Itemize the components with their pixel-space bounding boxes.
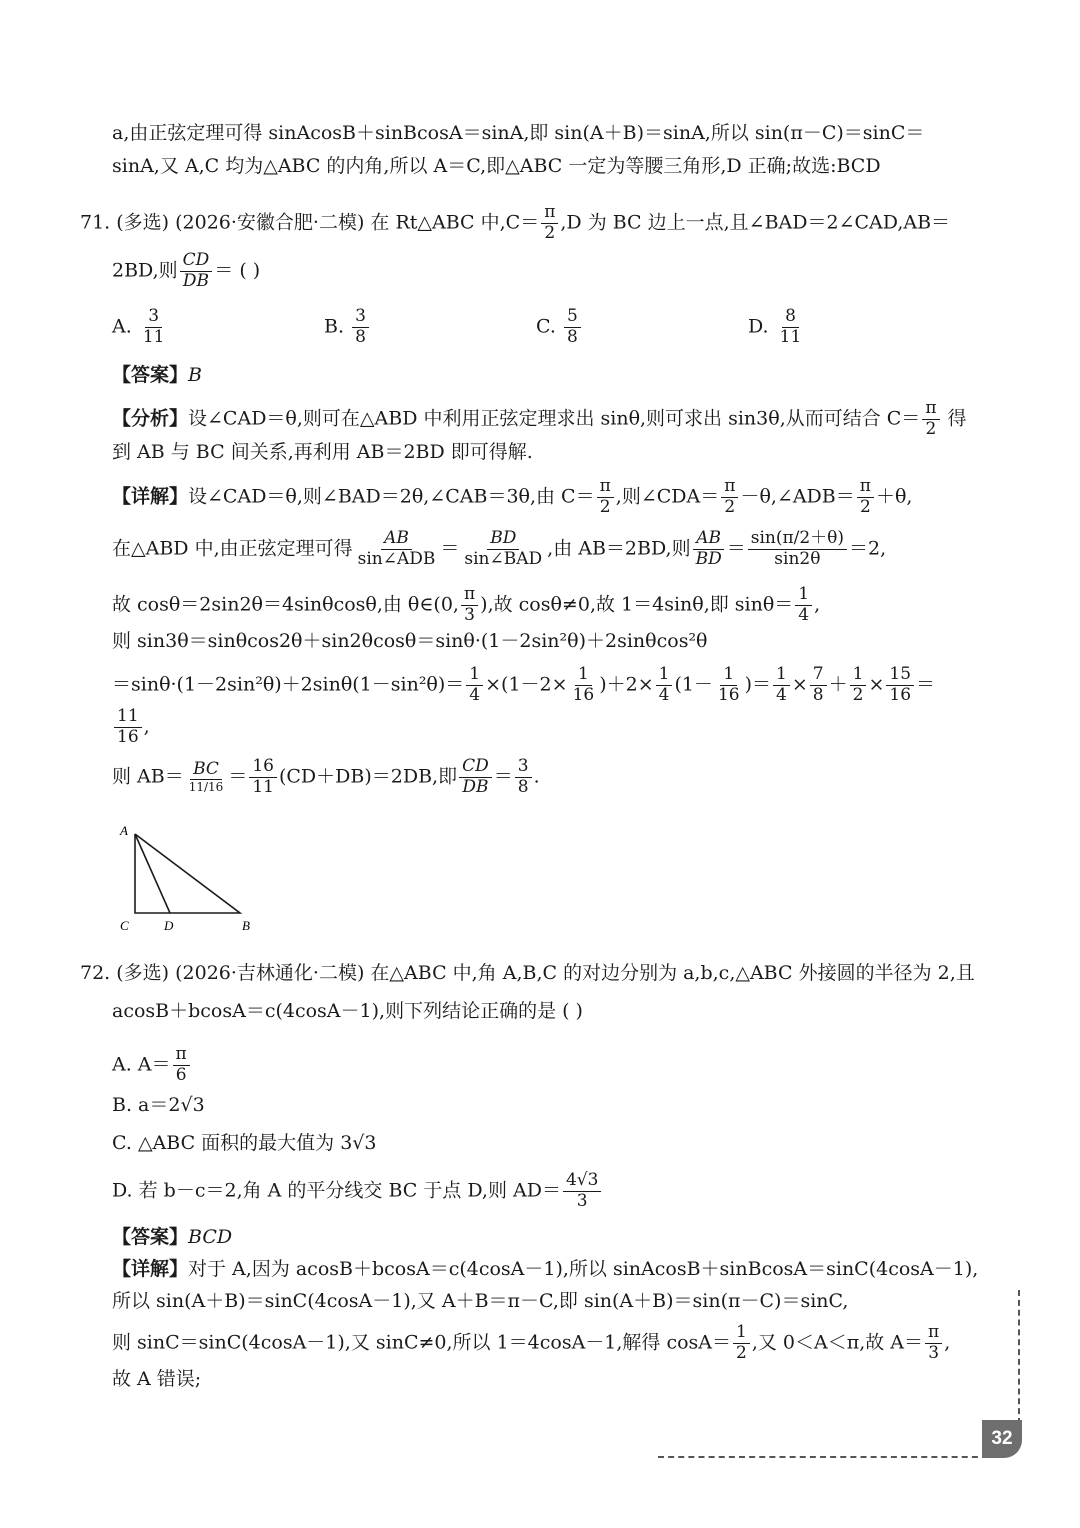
option-c: C. $\frac{5}{8}$: [536, 308, 583, 347]
q71-detail-line3: 故 cosθ＝2sin2θ＝4sinθcosθ,由 θ∈(0, $\frac{\pi}{3}$ ),故 cosθ≠0,故 1＝4sinθ,即 sinθ＝ $\frac{1}{4}$ ,: [112, 584, 821, 625]
q71-detail-line1: 【详解】设∠CAD＝θ,则∠BAD＝2θ,∠CAB＝3θ,由 C＝ $\frac{\pi}{2}$ ,则∠CDA＝ $\frac{\pi}{2}$ －θ,∠ADB＝ $\frac{\pi}{2}$ ＋θ,: [112, 476, 913, 517]
label-c: C: [120, 918, 129, 933]
fraction: $\frac{\pi}{2}$: [541, 204, 558, 243]
text-line: a,由正弦定理可得 sinAcosB＋sinBcosA＝sinA,即 sin(A＋B)＝sinA,所以 sin(π－C)＝sinC＝: [112, 122, 925, 144]
q71-answer: 【答案】B: [112, 364, 202, 386]
page-number: 32: [982, 1420, 1022, 1458]
q71-detail-line4: 则 sin3θ＝sinθcos2θ＋sin2θcosθ＝sinθ·(1－2sin²θ)＋2sinθcos²θ: [112, 630, 708, 652]
q71-detail-line6: $\frac{11}{16}$ ,: [112, 708, 150, 747]
q72-option-a: A. A＝ $\frac{\pi}{6}$: [112, 1046, 192, 1085]
q72-option-d: D. 若 b－c＝2,角 A 的平分线交 BC 于点 D,则 AD＝ $\frac{4√3}{3}$: [112, 1172, 603, 1211]
q72-detail-line2: 所以 sin(A＋B)＝sinC(4cosA－1),又 A＋B＝π－C,即 sin(A＋B)＝sin(π－C)＝sinC,: [112, 1290, 849, 1312]
page-border-vertical: [1018, 1290, 1020, 1424]
q72-option-c: C. △ABC 面积的最大值为 3√3: [112, 1132, 377, 1154]
q72-detail-line4: 故 A 错误;: [112, 1368, 202, 1390]
label-b: B: [242, 918, 250, 933]
q71-detail-line2: 在△ABD 中,由正弦定理可得 $\frac{AB}{\text{sin∠ADB}}$ ＝ $\frac{BD}{\text{sin∠BAD}}$ ,由 AB＝2BD,则 $\frac{AB}{BD}$ ＝ $\frac{\sin(\pi/2+\theta)}{\sin 2\theta}$ ＝2,: [112, 528, 887, 569]
q72-detail-line3: 则 sinC＝sinC(4cosA－1),又 sinC≠0,所以 1＝4cosA－1,解得 cosA＝ $\frac{1}{2}$ ,又 0＜A＜π,故 A＝ $\frac{\pi}{3}$ ,: [112, 1322, 951, 1363]
label-a: A: [120, 823, 128, 838]
q72-detail-line1: 【详解】对于 A,因为 acosB＋bcosA＝c(4cosA－1),所以 sinAcosB＋sinBcosA＝sinC(4cosA－1),: [112, 1258, 979, 1280]
segment-ad: [135, 834, 170, 913]
q71-analysis-line1: 【分析】设∠CAD＝θ,则可在△ABD 中利用正弦定理求出 sinθ,则可求出 sin3θ,从而可结合 C＝ $\frac{\pi}{2}$ 得: [112, 398, 967, 439]
q71-analysis-line2: 到 AB 与 BC 间关系,再利用 AB＝2BD 即可得解.: [112, 441, 533, 463]
text-line: sinA,又 A,C 均为△ABC 的内角,所以 A＝C,即△ABC 一定为等腰三角形,D 正确;故选:BCD: [112, 155, 881, 177]
q72-option-b: B. a＝2√3: [112, 1094, 205, 1116]
label-d: D: [164, 918, 174, 933]
option-b: B. $\frac{3}{8}$: [324, 308, 371, 347]
q72-stem-line1: 72. (多选) (2026·吉林通化·二模) 在△ABC 中,角 A,B,C 的对边分别为 a,b,c,△ABC 外接圆的半径为 2,且: [80, 962, 975, 984]
fraction: $\frac{CD}{DB}$: [180, 252, 213, 291]
q71-detail-line7: 则 AB＝ $\frac{BC}{11/16}$ ＝ $\frac{16}{11}$ (CD＋DB)＝2DB,即 $\frac{CD}{DB}$ ＝ $\frac{3}{8}$ .: [112, 756, 540, 797]
q72-answer: 【答案】BCD: [112, 1226, 233, 1248]
triangle-figure: [112, 820, 272, 938]
q71-detail-line5: ＝sinθ·(1－2sin²θ)＋2sinθ(1－sin²θ)＝ $\frac{1}{4}$ ×(1－2× $\frac{1}{16}$ )＋2× $\frac{1}{4}$ (1－ $\frac{1}{16}$ )＝ $\frac{1}{4}$ × $\frac{7}{8}$ ＋ $\frac{1}{2}$ × $\frac{15}{16}$ ＝: [112, 664, 936, 705]
option-d: D. $\frac{8}{11}$: [748, 306, 802, 347]
q72-stem-line2: acosB＋bcosA＝c(4cosA－1),则下列结论正确的是 ( ): [112, 1000, 583, 1022]
triangle-abc: [135, 834, 240, 913]
page-border-horizontal: [658, 1456, 988, 1458]
option-a: A. $\frac{3}{11}$: [112, 306, 165, 347]
q71-stem-line2: 2BD,则 $\frac{CD}{DB}$ ＝ ( ): [112, 250, 261, 291]
q71-stem-line1: 71. (多选) (2026·安徽合肥·二模) 在 Rt△ABC 中,C＝ $\frac{\pi}{2}$ ,D 为 BC 边上一点,且∠BAD＝2∠CAD,AB＝: [80, 202, 951, 243]
